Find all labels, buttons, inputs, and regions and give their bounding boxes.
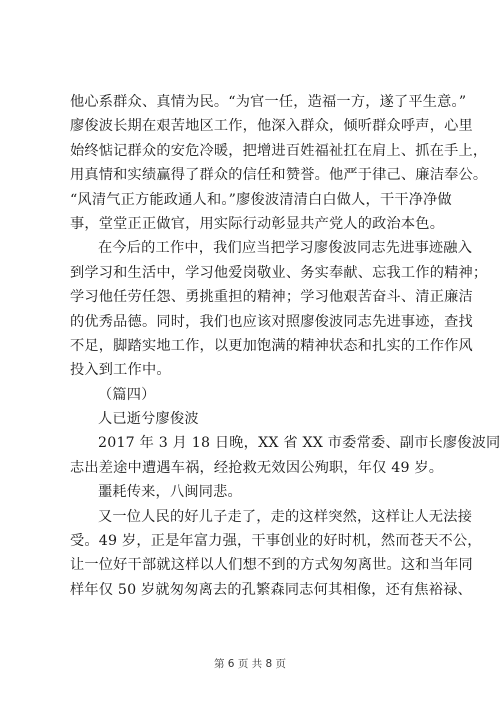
- text-line: 廖俊波长期在艰苦地区工作，他深入群众，倾听群众呼声，心里: [70, 118, 473, 135]
- text-line: 他心系群众、真情为民。“为官一任，造福一方，遂了平生意。”: [70, 94, 467, 110]
- text-line: 让一位好干部就这样以人们想不到的方式匆匆离世。这和当年同: [70, 557, 473, 574]
- article-title: 人已逝兮廖俊波: [98, 411, 199, 428]
- text-line: 志出差途中遭遇车祸，经抢救无效因公殉职，年仅 49 岁。: [70, 459, 444, 476]
- text-line: “风清气正方能政通人和。”廖俊波清清白白做人，干干净净做: [70, 191, 452, 208]
- text-line: 到学习和生活中，学习他爱岗敬业、务实奉献、忘我工作的精神；: [70, 264, 488, 281]
- text-line: 学习他任劳任怨、勇挑重担的精神；学习他艰苦奋斗、清正廉洁: [70, 289, 473, 306]
- text-line: 用真情和实绩赢得了群众的信任和赞誉。他严于律己、廉洁奉公。: [70, 167, 488, 184]
- text-line: 不足，脚踏实地工作，以更加饱满的精神状态和扎实的工作作风: [70, 337, 473, 354]
- text-line: 噩耗传来，八闽同悲。: [98, 484, 242, 501]
- text-line: 又一位人民的好儿子走了，走的这样突然，这样让人无法接: [98, 508, 473, 525]
- text-line: 样年仅 50 岁就匆匆离去的孔繁森同志何其相像，还有焦裕禄、: [70, 581, 472, 598]
- section-heading: （篇四）: [98, 386, 156, 403]
- page-footer: [0, 656, 500, 671]
- text-line: 投入到工作中。: [70, 362, 171, 379]
- text-line: 受。49 岁，正是年富力强，干事创业的好时机，然而苍天不公，: [70, 533, 482, 550]
- text-line: 始终惦记群众的安危冷暖，把增进百姓福祉扛在肩上、抓在手上，: [70, 142, 488, 159]
- text-line: 的优秀品德。同时，我们也应该对照廖俊波同志先进事迹，查找: [70, 313, 473, 330]
- page-number: 第 6 页 共 8 页: [213, 658, 287, 670]
- text-line: 在今后的工作中，我们应当把学习廖俊波同志先进事迹融入: [98, 240, 473, 257]
- text-line: 2017 年 3 月 18 日晚，XX 省 XX 市委常委、副市长廖俊波同: [98, 435, 500, 452]
- text-line: 事，堂堂正正做官，用实际行动彰显共产党人的政治本色。: [70, 215, 445, 232]
- document-body: [70, 90, 500, 602]
